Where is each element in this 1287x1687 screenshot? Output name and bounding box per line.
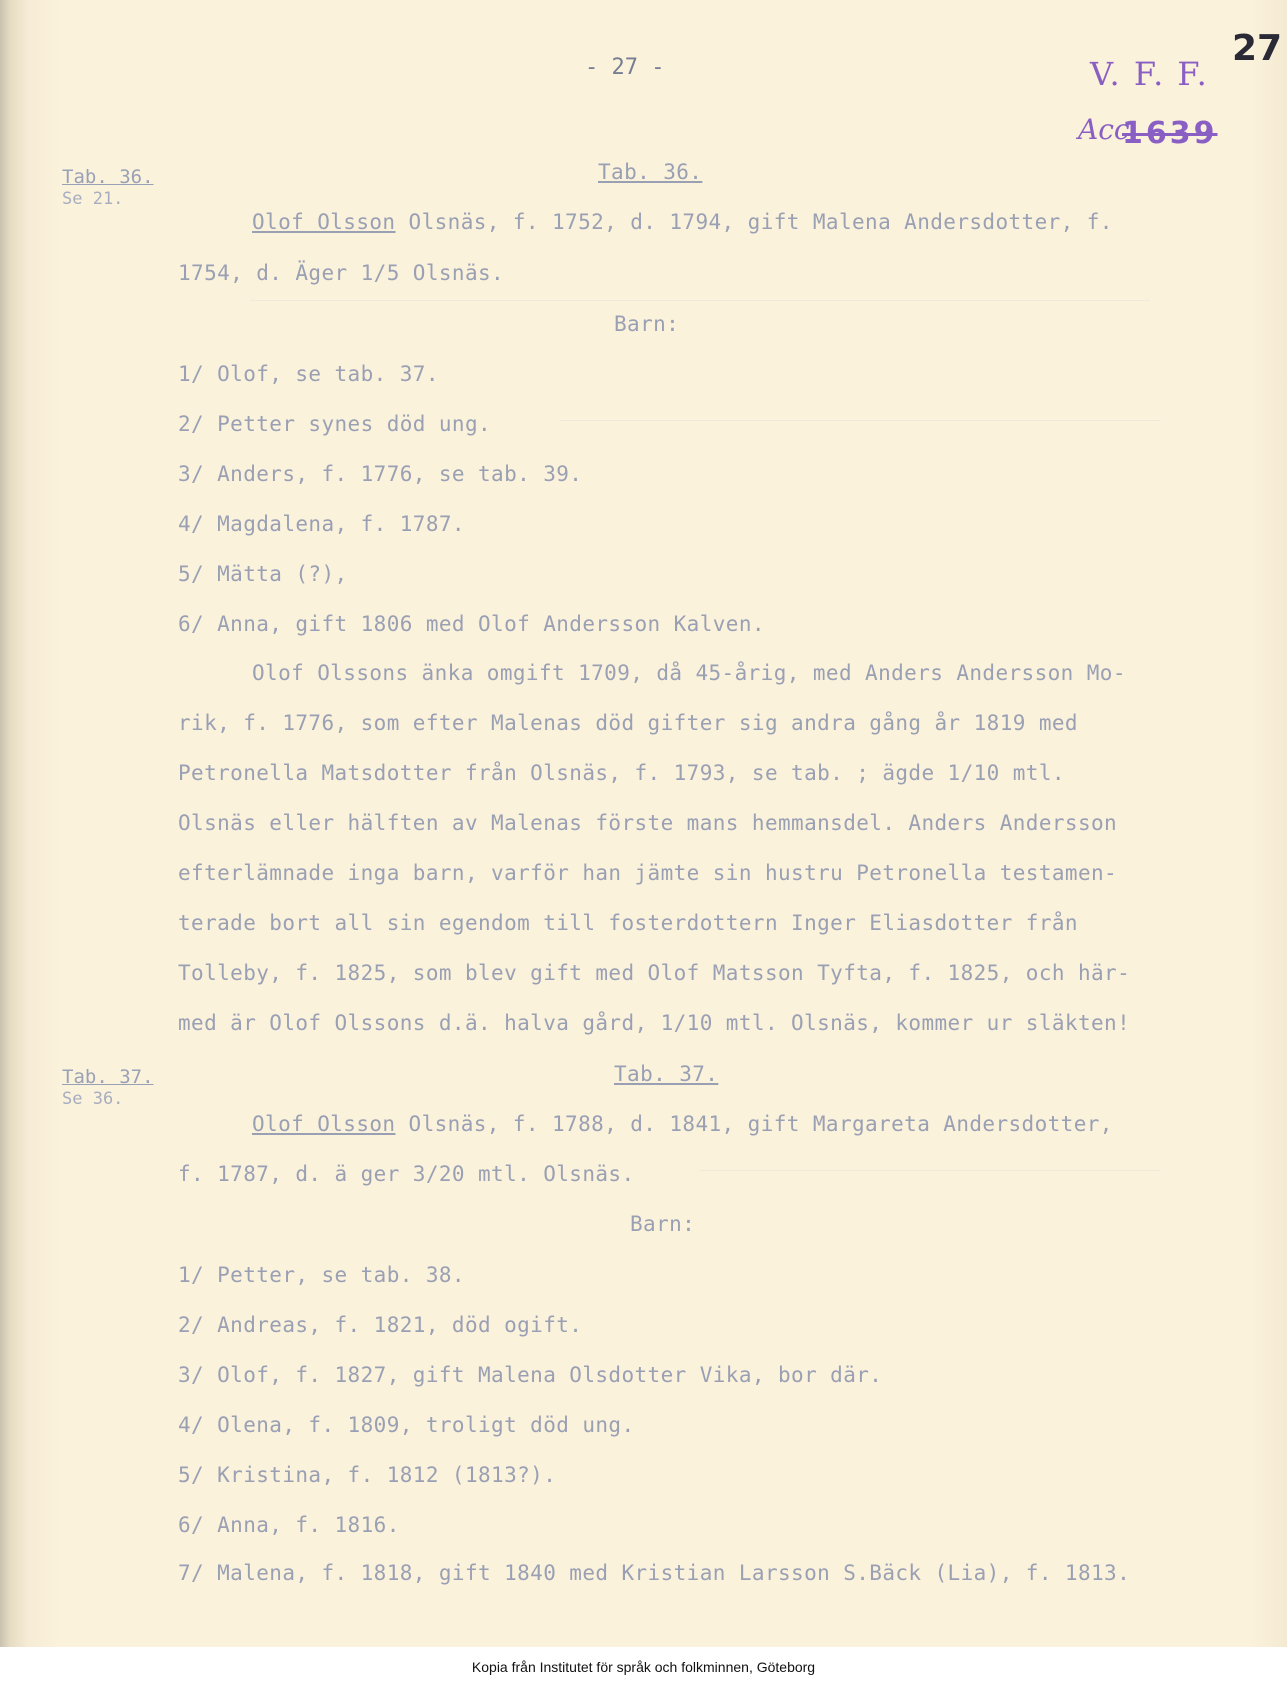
archive-stamp-acc-label: Acc <box>1078 113 1130 146</box>
child-entry: 3/ Anders, f. 1776, se tab. 39. <box>178 462 583 486</box>
archive-stamp-vff: V. F. F. <box>1090 55 1209 93</box>
margin-tab-label: Tab. 37. <box>62 1066 154 1088</box>
person-details: Olsnäs, f. 1752, d. 1794, gift Malena Andersdotter, f. <box>395 210 1113 234</box>
margin-note-tab36 <box>62 166 154 210</box>
children-heading: Barn: <box>630 1212 696 1236</box>
person-line <box>252 210 1113 234</box>
archive-stamp-acc-number: 1639 <box>1122 116 1218 151</box>
child-entry: 2/ Petter synes död ung. <box>178 412 492 436</box>
paragraph-line: Olsnäs eller hälften av Malenas förste mans hemmansdel. Anders Andersson <box>178 811 1118 835</box>
section-heading: Tab. 36. <box>598 160 703 184</box>
child-entry: 6/ Anna, gift 1806 med Olof Andersson Kalven. <box>178 612 765 636</box>
margin-cross-ref: Se 36. <box>62 1089 124 1109</box>
child-entry: 1/ Olof, se tab. 37. <box>178 362 439 386</box>
child-entry: 2/ Andreas, f. 1821, död ogift. <box>178 1313 583 1337</box>
margin-note-tab37 <box>62 1066 154 1110</box>
person-name: Olof Olsson <box>252 1112 396 1136</box>
child-entry: 5/ Mätta (?), <box>178 562 348 586</box>
child-entry: 1/ Petter, se tab. 38. <box>178 1263 465 1287</box>
person-name: Olof Olsson <box>252 210 396 234</box>
paragraph-line: Petronella Matsdotter från Olsnäs, f. 1793, se tab. ; ägde 1/10 mtl. <box>178 761 1065 785</box>
paragraph-line: terade bort all sin egendom till fosterdottern Inger Eliasdotter från <box>178 911 1078 935</box>
person-line <box>252 1112 1113 1136</box>
child-entry: 5/ Kristina, f. 1812 (1813?). <box>178 1463 557 1487</box>
child-entry: 6/ Anna, f. 1816. <box>178 1513 400 1537</box>
children-heading: Barn: <box>614 312 680 336</box>
section-heading: Tab. 37. <box>614 1062 719 1086</box>
bleed-through-line <box>250 300 1150 321</box>
child-entry: 3/ Olof, f. 1827, gift Malena Olsdotter Vika, bor där. <box>178 1363 883 1387</box>
paragraph-line: rik, f. 1776, som efter Malenas död gifter sig andra gång år 1819 med <box>178 711 1078 735</box>
paragraph-line: Tolleby, f. 1825, som blev gift med Olof Matsson Tyfta, f. 1825, och här- <box>178 961 1131 985</box>
margin-tab-label: Tab. 36. <box>62 166 154 188</box>
person-line-cont: 1754, d. Äger 1/5 Olsnäs. <box>178 261 505 285</box>
copy-credit-footer: Kopia från Institutet för språk och folkminnen, Göteborg <box>0 1647 1287 1687</box>
person-details: Olsnäs, f. 1788, d. 1841, gift Margareta Andersdotter, <box>395 1112 1113 1136</box>
paragraph-line: med är Olof Olssons d.ä. halva gård, 1/10 mtl. Olsnäs, kommer ur släkten! <box>178 1011 1131 1035</box>
paragraph-line: efterlämnade inga barn, varför han jämte sin hustru Petronella testamen- <box>178 861 1118 885</box>
bleed-through-line <box>560 420 1160 441</box>
bleed-through-line <box>700 1170 1160 1191</box>
page-number: - 27 - <box>585 55 665 80</box>
margin-cross-ref: Se 21. <box>62 189 124 209</box>
paragraph-line: Olof Olssons änka omgift 1709, då 45-årig, med Anders Andersson Mo- <box>252 661 1126 685</box>
child-entry: 4/ Olena, f. 1809, troligt död ung. <box>178 1413 635 1437</box>
person-line-cont: f. 1787, d. ä ger 3/20 mtl. Olsnäs. <box>178 1162 635 1186</box>
child-entry: 4/ Magdalena, f. 1787. <box>178 512 465 536</box>
archive-page-number: 27 <box>1232 28 1283 69</box>
child-entry: 7/ Malena, f. 1818, gift 1840 med Kristian Larsson S.Bäck (Lia), f. 1813. <box>178 1561 1131 1585</box>
